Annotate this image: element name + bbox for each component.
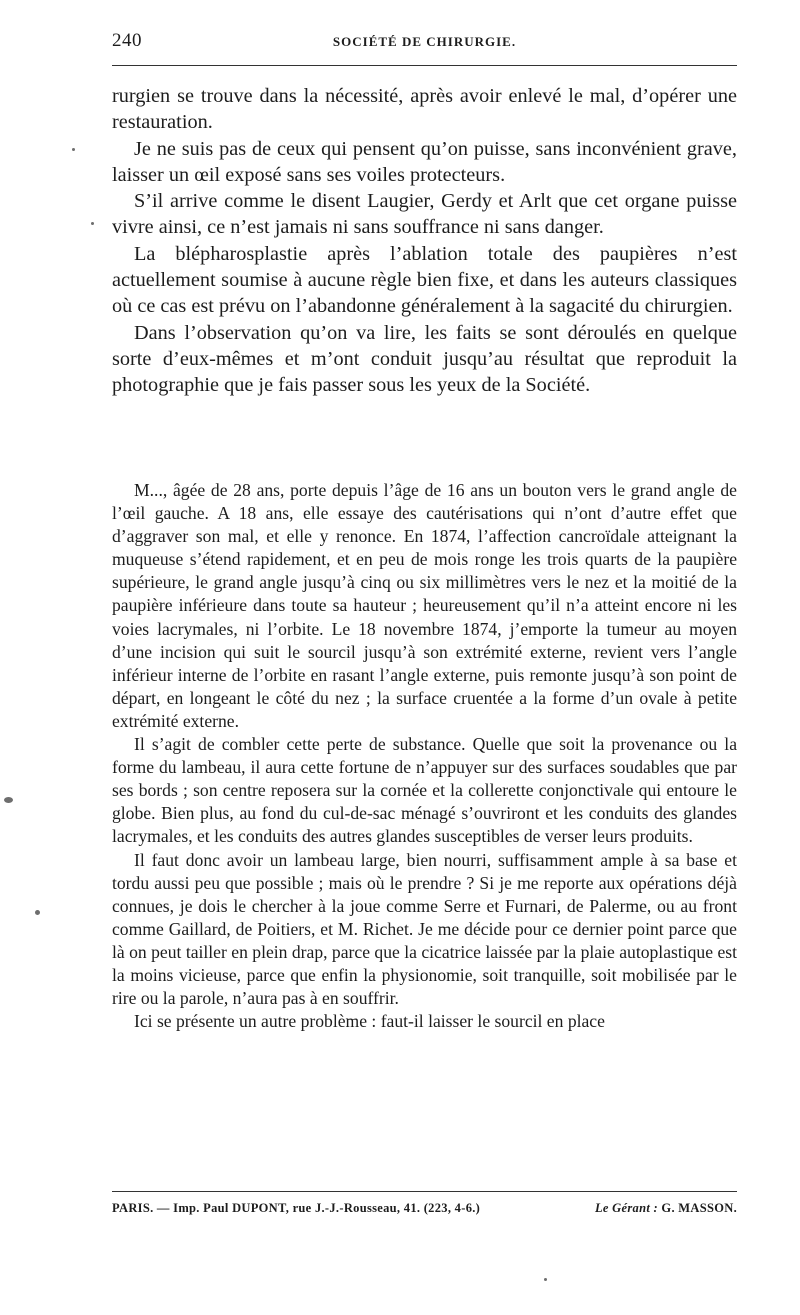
header-rule [112,65,737,66]
paragraph: Dans l’observation qu’on va lire, les faits se sont déroulés en quelque sorte d’eux-mêmes et m’ont conduit jusqu’au résultat que reproduit la photographie que je fais passer sous les yeux de la Société. [112,321,737,397]
footer-rule [112,1191,737,1192]
ink-speck [72,148,75,151]
page-header [112,30,737,58]
page-number: 240 [112,30,142,51]
main-text [112,83,737,399]
observation-block [112,479,737,1033]
ink-speck [4,797,13,803]
paragraph-continuation: rurgien se trouve dans la nécessité, après avoir enlevé le mal, d’opérer une restauration. [112,85,737,134]
ink-speck [544,1278,547,1281]
paragraph: La blépharosplastie après l’ablation totale des paupières n’est actuellement soumise à aucune règle bien fixe, et dans les auteurs classiques où ce cas est prévu on l’abandonne généralement à la sagacité du chirurgien. [112,242,737,318]
book-page [112,0,737,1315]
gerant-credit [595,1201,737,1216]
paragraph: Je ne suis pas de ceux qui pensent qu’on puisse, sans inconvénient grave, laisser un œil exposé sans ses voiles protecteurs. [112,137,737,186]
observation-paragraph: Il faut donc avoir un lambeau large, bien nourri, suffisamment ample à sa base et tordu aussi peu que possible ; mais où le prendre ? Si je me reporte aux opérations déjà connues, je dois le chercher à la joue comme Serre et Furnari, de Palerme, ou au front comme Gaillard, de Poitiers, et M. Richet. Je me décide pour ce dernier point parce que là on peut tailler en plein drap, parce que la cicatrice laissée par la plaie autoplastique est la moins vicieuse, parce que enfin la physionomie, soit tranquille, soit mobilisée par le rire ou la parole, n’aura pas à en souffrir. [112,849,737,1009]
ink-speck [35,910,40,915]
page-footer [112,1201,737,1221]
ink-speck [91,222,94,225]
gerant-name: G. MASSON. [661,1201,737,1215]
observation-paragraph: M..., âgée de 28 ans, porte depuis l’âge de 16 ans un bouton vers le grand angle de l’œil gauche. A 18 ans, elle essaye des cautérisations qui n’ont d’autre effet que d’aggraver son mal, et elle y renonce. En 1874, l’affection cancroïdale atteignant la muqueuse s’étend rapidement, et en peu de mois ronge les trois quarts de la paupière supérieure, le grand angle jusqu’à cinq ou six millimètres vers le nez et la moitié de la paupière inférieure dans toute sa hauteur ; heureusement qu’il n’a atteint encore ni les voies lacrymales, ni l’orbite. Le 18 novembre 1874, j’emporte la tumeur au moyen d’une incision qui suit le sourcil jusqu’à son extrémité externe, revient vers l’angle inférieur interne de l’orbite en rasant l’angle externe, puis remonte jusqu’à son point de départ, en longeant le côté du nez ; la surface cruentée a la forme d’un ovale à petite extrémité externe. [112,480,737,731]
paragraph: S’il arrive comme le disent Laugier, Gerdy et Arlt que cet organe puisse vivre ainsi, ce n’est jamais ni sans souffrance ni sans danger. [112,190,737,239]
printer-imprint: PARIS. — Imp. Paul DUPONT, rue J.-J.-Rousseau, 41. (223, 4-6.) [112,1201,481,1215]
observation-paragraph: Il s’agit de combler cette perte de substance. Quelle que soit la provenance ou la forme du lambeau, il aura cette fortune de n’appuyer sur des surfaces soudables que par ses bords ; son centre reposera sur la cornée et la collerette conjonctivale qui entoure le globe. Bien plus, au fond du cul-de-sac ménagé s’ouvriront et les conduits des glandes lacrymales, et les conduits des autres glandes susceptibles de verser leurs produits. [112,734,737,847]
gerant-role: Le Gérant : [594,1201,658,1215]
observation-paragraph: Ici se présente un autre problème : faut-il laisser le sourcil en place [134,1011,605,1032]
running-title: SOCIÉTÉ DE CHIRURGIE. [332,34,517,49]
